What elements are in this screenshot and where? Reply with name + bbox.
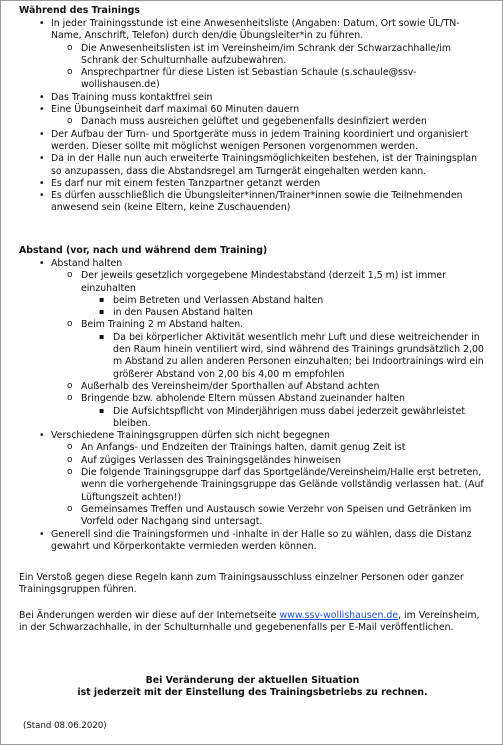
section-heading-training: Während des Trainings [19, 5, 140, 16]
list-item [39, 258, 489, 430]
list-item [67, 43, 489, 68]
list-item [99, 332, 489, 381]
list-item-text: Eine Übungseinheit darf maximal 60 Minuten dauern [51, 104, 300, 116]
list-item [39, 18, 489, 92]
changes-text-after: , im Vereinsheim, in der Schwarzachhalle, in der Schulturnhalle und gegebenenfalls per E-Mail veröffentlichen. [19, 610, 480, 634]
list-item [67, 67, 489, 92]
notice-line-2: ist jederzeit mit der Einstellung des Trainingsbetriebs zu rechnen. [77, 687, 428, 698]
list-item [39, 529, 489, 554]
list-item [39, 153, 489, 178]
list-item-text: Die Aufsichtspflicht von Minderjährigen muss dabei jederzeit gewährleistet bleiben. [113, 405, 466, 429]
list-item [99, 295, 489, 307]
list-item [39, 129, 489, 154]
list-item [67, 393, 489, 430]
changes-text-before: Bei Änderungen werden wir diese auf der Internetseite [19, 610, 280, 621]
list-item-text: Beim Training 2 m Abstand halten. [81, 319, 244, 331]
list-item [39, 104, 489, 129]
list-item [39, 430, 489, 528]
list-item [99, 307, 489, 319]
list-item [67, 442, 489, 454]
list-item-text: Auf zügiges Verlassen des Trainingsgeländes hinweisen [81, 454, 341, 466]
list-item [67, 455, 489, 467]
list-item-text: Die Anwesenheitslisten ist im Vereinsheim/im Schrank der Schwarzachhalle/im Schrank der Schulturnhalle aufzubewahren. [81, 42, 451, 66]
list-item-text: Bringende bzw. abholende Eltern müssen Abstand zueinander halten [81, 393, 405, 405]
list-item [67, 319, 489, 380]
list-item-text: in den Pausen Abstand halten [113, 307, 253, 319]
list-item-text: Da bei körperlicher Aktivität wesentlich mehr Luft und diese weitreichender in den Raum hinein ventiliert wird, sind während des Trainings grundsätzlich 2,00 m Abstand zu allen anderen Personen einzuhalten; bei Indoortrainings wird ein größerer Abstand von 2,00 bis 4,00 m empfohlen [113, 331, 484, 380]
list-item-text: Der jeweils gesetzlich vorgegebene Mindestabstand (derzeit 1,5 m) ist immer einzuhalten [81, 270, 447, 294]
list-item-text: Die folgende Trainingsgruppe darf das Sportgelände/Vereinsheim/Halle erst betreten, wenn die vorhergehende Trainingsgruppe das Gelände vollständig verlassen hat. (Auf Lüftungszeit achten!) [81, 467, 484, 503]
section-heading-abstand: Abstand (vor, nach und während dem Training) [19, 245, 268, 256]
list-item [99, 406, 489, 431]
training-rules-list [39, 18, 489, 215]
changes-paragraph [19, 610, 489, 635]
list-item-text: Ansprechpartner für diese Listen ist Sebastian Schaule (s.schaule@ssv-wollishausen.de) [81, 67, 417, 91]
list-item [67, 116, 489, 128]
list-item-text: Außerhalb des Vereinsheim/der Sporthallen auf Abstand achten [81, 380, 380, 392]
list-item-text: Generell sind die Trainingsformen und -inhalte in der Halle so zu wählen, dass die Distanz gewahrt und Körperkontakte vermieden werden können. [51, 528, 472, 552]
list-item-text: In jeder Trainingsstunde ist eine Anwesenheitsliste (Angaben: Datum, Ort sowie ÜL/TN-Name, Anschrift, Telefon) durch den/die Übungsleiter*in zu führen. [51, 18, 460, 42]
list-item-text: Es darf nur mit einem festen Tanzpartner getanzt werden [51, 177, 321, 189]
list-item-text: Danach muss ausreichen gelüftet und gegebenenfalls desinfiziert werden [81, 116, 427, 128]
list-item [67, 381, 489, 393]
list-item-text: An Anfangs- und Endzeiten der Trainings halten, damit genug Zeit ist [81, 442, 406, 454]
list-item-text: beim Betreten und Verlassen Abstand halten [113, 294, 324, 306]
website-link[interactable]: www.ssv-wollishausen.de [279, 610, 399, 621]
list-item-text: Gemeinsames Treffen und Austausch sowie Verzehr von Speisen und Getränken im Vorfeld oder Nachgang sind untersagt. [81, 503, 472, 528]
list-item [67, 467, 489, 504]
list-item-text: Da in der Halle nun auch erweiterte Trainingsmöglichkeiten bestehen, ist der Trainingsplan so anzupassen, dass die Abstandsregel am Turngerät eingehalten werden kann. [51, 153, 478, 177]
list-item-text: Das Training muss kontaktfrei sein [51, 91, 213, 103]
list-item [67, 270, 489, 319]
list-item [39, 178, 489, 190]
list-item-text: Verschiedene Trainingsgruppen dürfen sich nicht begegnen [51, 430, 330, 442]
list-item [39, 190, 489, 215]
distance-rules-list [39, 258, 489, 553]
stand-date: (Stand 08.06.2020) [23, 721, 107, 731]
list-item [39, 92, 489, 104]
list-item-text: Der Aufbau der Turn- und Sportgeräte muss in jedem Training koordiniert und organisiert werden. Dieser sollte mit möglichst wenigen Personen vorgenommen werden. [51, 128, 469, 152]
notice-line-1: Bei Veränderung der aktuellen Situation [145, 675, 360, 686]
list-item [67, 504, 489, 529]
list-item-text: Abstand halten [51, 258, 123, 269]
list-item-text: Es dürfen ausschließlich die Übungsleiter*innen/Trainer*innen sowie die Teilnehmenden anwesend sein (keine Eltern, keine Zuschauenden) [51, 190, 463, 214]
violation-paragraph: Ein Verstoß gegen diese Regeln kann zum Trainingsausschluss einzelner Personen oder ganzer Trainingsgruppen führen. [19, 572, 464, 596]
